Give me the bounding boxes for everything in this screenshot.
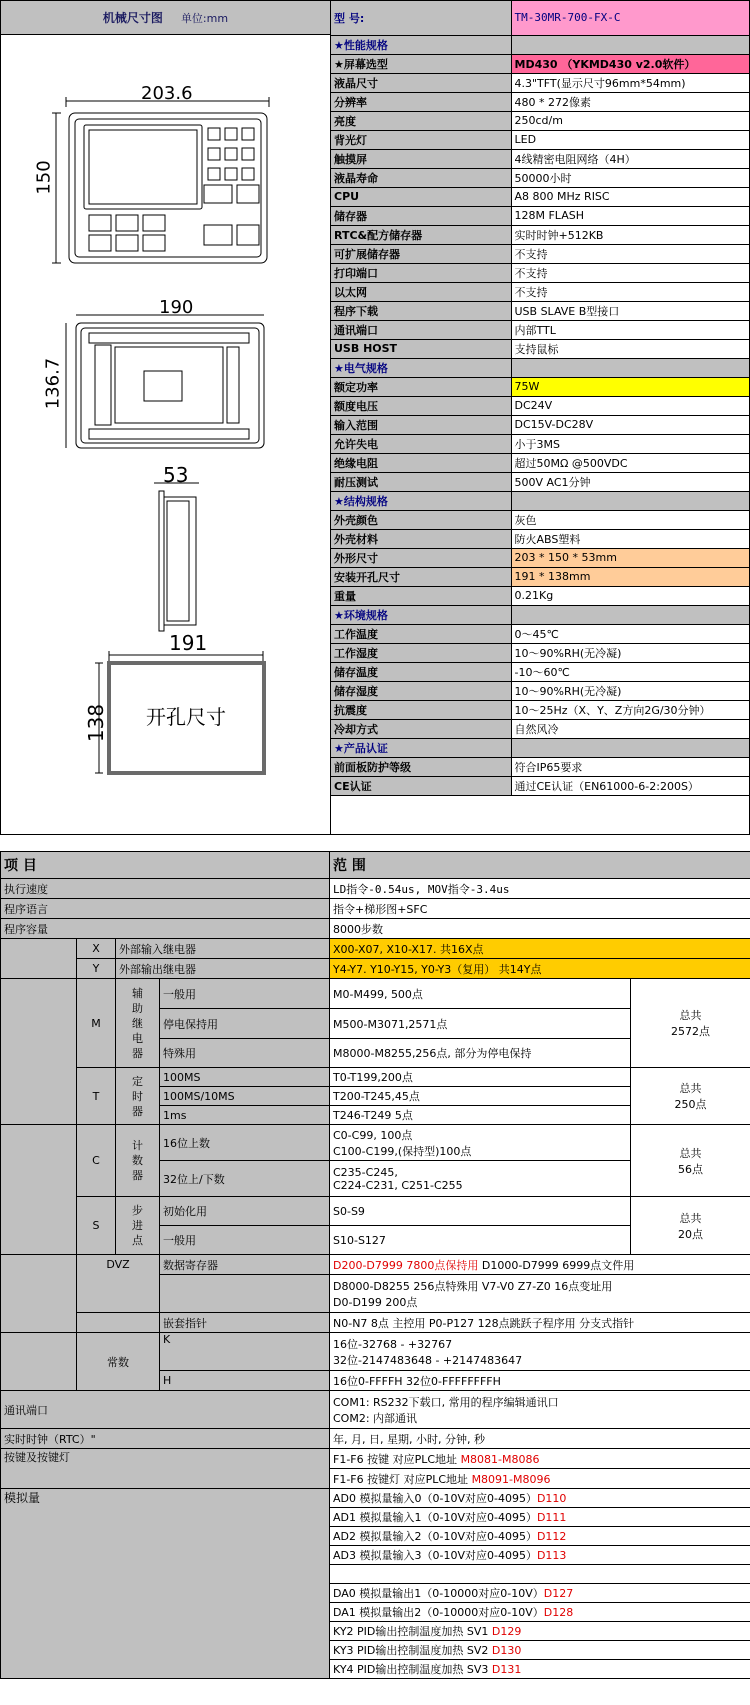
analog-register: D131 <box>491 1663 522 1676</box>
row-comm <box>1 1391 750 1429</box>
model-label: 型 号: <box>331 1 511 35</box>
mechanical-drawings <box>1 35 331 835</box>
spec-value: 支持鼠标 <box>511 339 749 358</box>
spec-row <box>331 320 749 339</box>
spec-value: 4.3"TFT(显示尺寸96mm*54mm) <box>511 73 749 92</box>
spec-row <box>331 301 749 320</box>
const-h-label: H <box>160 1371 330 1391</box>
spec-sheet <box>0 0 750 835</box>
t-category <box>116 1068 160 1125</box>
s-category <box>116 1197 160 1255</box>
keys-text: F1-F6 按键灯 对应PLC地址 <box>333 1472 472 1486</box>
spec-row-model <box>331 1 749 35</box>
row-exec-speed <box>1 879 750 899</box>
back-view <box>66 315 264 448</box>
dim-front-height: 150 <box>33 160 55 195</box>
spec-row <box>331 605 749 624</box>
keys-addr: M8091-M8096 <box>471 1472 551 1486</box>
text-line: 助 <box>132 1001 143 1015</box>
spec-value: 0～45℃ <box>511 624 749 643</box>
analog-text: KY3 PID输出控制温度加热 SV2 <box>333 1644 492 1657</box>
spec-value: 480 * 272像素 <box>511 92 749 111</box>
text-line: 2572点 <box>671 1025 710 1038</box>
text-line: 20点 <box>678 1227 703 1241</box>
spec-key: 储存温度 <box>331 662 511 681</box>
rtc-value: 年, 月, 日, 星期, 小时, 分钟, 秒 <box>330 1429 750 1449</box>
const-k-value <box>330 1333 750 1371</box>
c-value-line: C100-C199,(保持型)100点 <box>333 1144 472 1158</box>
c-category <box>116 1125 160 1197</box>
keys-value-2 <box>330 1469 750 1489</box>
spec-value: A8 800 MHz RISC <box>511 187 749 206</box>
spec-table <box>331 1 749 796</box>
dim-depth: 53 <box>163 463 189 487</box>
spec-row <box>331 453 749 472</box>
analog-value <box>330 1584 750 1603</box>
dvz-value-red: D200-D7999 7800点保持用 <box>333 1258 479 1272</box>
y-code: Y <box>77 959 116 979</box>
mt-group-cell <box>1 979 77 1125</box>
spec-value: 50000小时 <box>511 168 749 187</box>
spec-value: 防火ABS塑料 <box>511 529 749 548</box>
analog-value <box>330 1546 750 1565</box>
s-row-value: S10-S127 <box>330 1226 631 1255</box>
mech-title: 机械尺寸图 <box>102 11 163 25</box>
spec-value: 实时时钟+512KB <box>511 225 749 244</box>
spec-row <box>331 491 749 510</box>
t-row-label: 100MS/10MS <box>160 1087 330 1106</box>
m-row-label: 一般用 <box>160 979 330 1009</box>
front-view <box>52 97 269 263</box>
analog-value <box>330 1622 750 1641</box>
rtc-label: 实时时钟（RTC）" <box>1 1429 330 1449</box>
keys-text: F1-F6 按键 对应PLC地址 <box>333 1452 461 1466</box>
m-row-label: 停电保持用 <box>160 1009 330 1039</box>
spec-row <box>331 187 749 206</box>
c-value-line: C224-C231, C251-C255 <box>333 1178 463 1192</box>
spec-row <box>331 624 749 643</box>
analog-register: D128 <box>543 1606 574 1619</box>
m-total <box>631 979 750 1068</box>
spec-row <box>331 168 749 187</box>
spec-key: 额度电压 <box>331 396 511 415</box>
spec-key: 亮度 <box>331 111 511 130</box>
spec-value: USB SLAVE B型接口 <box>511 301 749 320</box>
text-line: 250点 <box>674 1098 707 1111</box>
analog-register: D129 <box>491 1625 522 1638</box>
spec-key: 冷却方式 <box>331 719 511 738</box>
spec-key: 外形尺寸 <box>331 548 511 567</box>
row-x <box>1 939 750 959</box>
spec-key: 绝缘电阻 <box>331 453 511 472</box>
spec-value: -10～60℃ <box>511 662 749 681</box>
analog-text: KY2 PID输出控制温度加热 SV1 <box>333 1625 492 1638</box>
spec-value: MD430 （YKMD430 v2.0软件） <box>511 54 749 73</box>
spec-row <box>331 567 749 586</box>
spec-row <box>331 396 749 415</box>
y-label: 外部输出继电器 <box>116 959 330 979</box>
row-rtc <box>1 1429 750 1449</box>
spec-key: 储存器 <box>331 206 511 225</box>
row-keys-1 <box>1 1449 750 1469</box>
spec-row <box>331 339 749 358</box>
text-line: 进 <box>132 1219 143 1232</box>
spec-key: 前面板防护等级 <box>331 757 511 776</box>
spec-row <box>331 776 749 795</box>
spec-value <box>511 35 749 54</box>
x-label: 外部输入继电器 <box>116 939 330 959</box>
x-value: X00-X07, X10-X17. 共16X点 <box>330 939 750 959</box>
header-range: 范 围 <box>330 852 750 879</box>
cs-group-cell <box>1 1125 77 1255</box>
analog-register: D127 <box>543 1587 574 1600</box>
t-row-value: T246-T249 5点 <box>330 1106 631 1125</box>
m-row-value: M0-M499, 500点 <box>330 979 631 1009</box>
spec-value: DC15V-DC28V <box>511 415 749 434</box>
analog-label: 模拟量 <box>1 1489 330 1679</box>
t-code: T <box>77 1068 116 1125</box>
row-y <box>1 959 750 979</box>
spec-value: 250cd/m <box>511 111 749 130</box>
spec-value: 灰色 <box>511 510 749 529</box>
spec-value <box>511 738 749 757</box>
nest-value: N0-N7 8点 主控用 P0-P127 128点跳跃子程序用 分支式指针 <box>330 1313 750 1333</box>
dvz-blank <box>160 1275 330 1313</box>
s-row-label: 一般用 <box>160 1226 330 1255</box>
analog-text: AD0 模拟量输入0（0-10V对应0-4095） <box>333 1492 537 1505</box>
exec-speed-label: 执行速度 <box>1 879 330 899</box>
analog-text: KY4 PID输出控制温度加热 SV3 <box>333 1663 492 1676</box>
spec-key: 额定功率 <box>331 377 511 396</box>
text-line: 定 <box>132 1074 143 1088</box>
spec-row <box>331 73 749 92</box>
m-row-value: M500-M3071,2571点 <box>330 1009 631 1039</box>
spec-key: 液晶尺寸 <box>331 73 511 92</box>
dvz-line: D8000-D8255 256点特殊用 V7-V0 Z7-Z0 16点变址用 <box>333 1279 613 1293</box>
c-row-value <box>330 1125 631 1161</box>
spec-value: 内部TTL <box>511 320 749 339</box>
dim-cutout-width: 191 <box>169 631 208 655</box>
analog-text: AD2 模拟量输入2（0-10V对应0-4095） <box>333 1530 537 1543</box>
spec-key: 通讯端口 <box>331 320 511 339</box>
prog-lang-value: 指令+梯形图+SFC <box>330 899 750 919</box>
spec-value: 自然风冷 <box>511 719 749 738</box>
row-dvz <box>1 1255 750 1275</box>
t-row-label: 1ms <box>160 1106 330 1125</box>
spec-row <box>331 643 749 662</box>
const-h-value: 16位0-FFFFH 32位0-FFFFFFFFH <box>330 1371 750 1391</box>
spec-value: 不支持 <box>511 244 749 263</box>
text-line: 时 <box>132 1089 143 1103</box>
spec-key: RTC&配方储存器 <box>331 225 511 244</box>
spec-key: ★屏幕选型 <box>331 54 511 73</box>
analog-register: D112 <box>536 1530 567 1543</box>
analog-value <box>330 1641 750 1660</box>
spec-row <box>331 548 749 567</box>
spec-key: 抗震度 <box>331 700 511 719</box>
text-line: 总共 <box>679 1146 702 1160</box>
analog-text: AD3 模拟量输入3（0-10V对应0-4095） <box>333 1549 537 1562</box>
analog-row <box>1 1489 750 1508</box>
spec-key: 可扩展储存器 <box>331 244 511 263</box>
spec-row <box>331 263 749 282</box>
const-k-label: K <box>160 1333 330 1371</box>
spec-value: DC24V <box>511 396 749 415</box>
function-table <box>0 851 750 1679</box>
text-line: 总共 <box>679 1009 702 1022</box>
spec-row <box>331 54 749 73</box>
text-line: 步 <box>132 1204 143 1217</box>
t-row-value: T200-T245,45点 <box>330 1087 631 1106</box>
x-code: X <box>77 939 116 959</box>
m-row-label: 特殊用 <box>160 1039 330 1068</box>
spec-value: 75W <box>511 377 749 396</box>
model-value: TM-30MR-700-FX-C <box>511 1 749 35</box>
s-row-value: S0-S9 <box>330 1197 631 1226</box>
spec-key: 触摸屏 <box>331 149 511 168</box>
spec-value: 超过50MΩ @500VDC <box>511 453 749 472</box>
analog-value <box>330 1527 750 1546</box>
nest-blank <box>77 1313 160 1333</box>
spec-key: ★电气规格 <box>331 358 511 377</box>
spec-row <box>331 92 749 111</box>
dvz-value <box>330 1255 750 1275</box>
dvz-value-2 <box>330 1275 750 1313</box>
spec-row <box>331 510 749 529</box>
spec-value: 10～90%RH(无冷凝) <box>511 643 749 662</box>
spec-row <box>331 681 749 700</box>
analog-value <box>330 1489 750 1508</box>
spec-value: 不支持 <box>511 263 749 282</box>
text-line: 56点 <box>678 1162 703 1176</box>
spec-key: 程序下载 <box>331 301 511 320</box>
spec-key: ★性能规格 <box>331 35 511 54</box>
text-line: 器 <box>132 1169 143 1182</box>
spec-row <box>331 35 749 54</box>
c-value-line: C235-C245, <box>333 1165 398 1179</box>
spec-key: CPU <box>331 187 511 206</box>
text-line: 计 <box>132 1139 143 1152</box>
text-line: 总共 <box>679 1082 702 1095</box>
text-line: 点 <box>132 1234 143 1247</box>
row-t-0 <box>1 1068 750 1087</box>
m-category <box>116 979 160 1068</box>
side-view <box>154 483 199 631</box>
spec-key: 工作湿度 <box>331 643 511 662</box>
spec-row <box>331 130 749 149</box>
spec-value: 191 * 138mm <box>511 567 749 586</box>
spec-row <box>331 111 749 130</box>
spec-value: LED <box>511 130 749 149</box>
row-nest <box>1 1313 750 1333</box>
m-row-value: M8000-M8255,256点, 部分为停电保持 <box>330 1039 631 1068</box>
spec-value: 128M FLASH <box>511 206 749 225</box>
spec-row <box>331 244 749 263</box>
const-group-cell <box>1 1333 77 1391</box>
s-row-label: 初始化用 <box>160 1197 330 1226</box>
spec-value <box>511 491 749 510</box>
exec-speed-value: LD指令-0.54us, MOV指令-3.4us <box>330 879 750 899</box>
analog-value <box>330 1603 750 1622</box>
spec-row <box>331 282 749 301</box>
header-item: 项 目 <box>1 852 330 879</box>
spec-value: 10～25Hz（X、Y、Z方向2G/30分钟） <box>511 700 749 719</box>
text-line: 器 <box>132 1104 143 1118</box>
spec-key: ★产品认证 <box>331 738 511 757</box>
spec-key: 打印端口 <box>331 263 511 282</box>
dvz-line: D0-D199 200点 <box>333 1295 418 1309</box>
comm-label: 通讯端口 <box>1 1391 330 1429</box>
spec-value: 10～90%RH(无冷凝) <box>511 681 749 700</box>
row-c-0 <box>1 1125 750 1161</box>
spec-key: CE认证 <box>331 776 511 795</box>
m-code: M <box>77 979 116 1068</box>
const-line: 16位-32768 - +32767 <box>333 1337 453 1351</box>
const-label: 常数 <box>77 1333 160 1391</box>
const-line: 32位-2147483648 - +2147483647 <box>333 1353 523 1367</box>
spec-value: 符合IP65要求 <box>511 757 749 776</box>
analog-value <box>330 1660 750 1679</box>
spec-value: 小于3MS <box>511 434 749 453</box>
spec-row <box>331 358 749 377</box>
spec-row <box>331 719 749 738</box>
spec-value: 不支持 <box>511 282 749 301</box>
spec-key: 外壳材料 <box>331 529 511 548</box>
dvz-label: 数据寄存器 <box>160 1255 330 1275</box>
spec-value <box>511 605 749 624</box>
t-row-label: 100MS <box>160 1068 330 1087</box>
spec-row <box>331 206 749 225</box>
spec-row <box>331 377 749 396</box>
spec-key: 背光灯 <box>331 130 511 149</box>
prog-cap-value: 8000步数 <box>330 919 750 939</box>
row-prog-lang <box>1 899 750 919</box>
spec-value <box>511 358 749 377</box>
spec-value: 0.21Kg <box>511 586 749 605</box>
spec-value: 500V AC1分钟 <box>511 472 749 491</box>
c-row-label: 32位上/下数 <box>160 1161 330 1197</box>
y-value: Y4-Y7. Y10-Y15, Y0-Y3（复用） 共14Y点 <box>330 959 750 979</box>
spec-row <box>331 434 749 453</box>
comm-line: COM2: 内部通讯 <box>333 1411 418 1425</box>
t-row-value: T0-T199,200点 <box>330 1068 631 1087</box>
nest-label: 嵌套指针 <box>160 1313 330 1333</box>
spec-key: 安装开孔尺寸 <box>331 567 511 586</box>
dvz-value-rest: D1000-D7999 6999点文件用 <box>478 1258 635 1272</box>
text-line: 数 <box>132 1154 143 1167</box>
spec-value: 4线精密电阻网络（4H） <box>511 149 749 168</box>
spec-row <box>331 149 749 168</box>
analog-text: AD1 模拟量输入1（0-10V对应0-4095） <box>333 1511 537 1524</box>
spec-key: 储存湿度 <box>331 681 511 700</box>
c-row-value <box>330 1161 631 1197</box>
dvz-group-cell <box>1 1255 77 1333</box>
spec-row <box>331 225 749 244</box>
spec-row <box>331 738 749 757</box>
c-total <box>631 1125 750 1197</box>
analog-value <box>330 1508 750 1527</box>
text-line: 总共 <box>679 1211 702 1225</box>
text-line: 电 <box>132 1031 143 1045</box>
mech-header <box>1 1 331 35</box>
analog-value <box>330 1565 750 1584</box>
spec-key: USB HOST <box>331 339 511 358</box>
row-const-k <box>1 1333 750 1371</box>
row-s-0 <box>1 1197 750 1226</box>
prog-cap-label: 程序容量 <box>1 919 330 939</box>
dim-back-height: 136.7 <box>42 357 64 410</box>
spec-key: 耐压测试 <box>331 472 511 491</box>
spec-row <box>331 415 749 434</box>
dim-front-width: 203.6 <box>141 83 193 104</box>
text-line: 辅 <box>132 986 143 1000</box>
c-value-line: C0-C99, 100点 <box>333 1128 413 1142</box>
dim-back-width: 190 <box>159 297 194 318</box>
spec-row <box>331 472 749 491</box>
spec-row <box>331 662 749 681</box>
spec-row <box>331 757 749 776</box>
spec-key: 液晶寿命 <box>331 168 511 187</box>
keys-addr: M8081-M8086 <box>460 1452 540 1466</box>
spec-key: ★环境规格 <box>331 605 511 624</box>
dim-cutout-height: 138 <box>84 703 109 743</box>
cutout-label: 开孔尺寸 <box>146 705 226 729</box>
dvz-code: DVZ <box>77 1255 160 1313</box>
c-row-label: 16位上数 <box>160 1125 330 1161</box>
spec-key: 重量 <box>331 586 511 605</box>
text-line: 继 <box>132 1016 143 1030</box>
keys-value-1 <box>330 1449 750 1469</box>
spec-row <box>331 700 749 719</box>
analog-text: DA1 模拟量输出2（0-10000对应0-10V） <box>333 1606 544 1619</box>
spec-key: 输入范围 <box>331 415 511 434</box>
analog-register: D111 <box>536 1511 567 1524</box>
analog-register: D113 <box>536 1549 567 1562</box>
keys-label: 按键及按键灯 <box>1 1449 330 1489</box>
comm-line: COM1: RS232下载口, 常用的程序编辑通讯口 <box>333 1395 559 1409</box>
spec-row <box>331 586 749 605</box>
c-code: C <box>77 1125 116 1197</box>
s-total <box>631 1197 750 1255</box>
row-prog-cap <box>1 919 750 939</box>
prog-lang-label: 程序语言 <box>1 899 330 919</box>
text-line: 器 <box>132 1046 143 1060</box>
spec-value: 203 * 150 * 53mm <box>511 548 749 567</box>
row-m-0 <box>1 979 750 1009</box>
t-total <box>631 1068 750 1125</box>
analog-text: DA0 模拟量输出1（0-10000对应0-10V） <box>333 1587 544 1600</box>
mech-unit: 单位:mm <box>180 11 229 25</box>
spec-key: 工作温度 <box>331 624 511 643</box>
s-code: S <box>77 1197 116 1255</box>
spec-key: 以太网 <box>331 282 511 301</box>
analog-register: D130 <box>491 1644 522 1657</box>
spec-key: 外壳颜色 <box>331 510 511 529</box>
spec-value: 通过CE认证（EN61000-6-2:200S） <box>511 776 749 795</box>
spec-row <box>331 529 749 548</box>
io-group-cell <box>1 939 77 979</box>
spec-key: 允许失电 <box>331 434 511 453</box>
analog-register: D110 <box>536 1492 567 1505</box>
comm-value <box>330 1391 750 1429</box>
spec-key: ★结构规格 <box>331 491 511 510</box>
spec-key: 分辨率 <box>331 92 511 111</box>
func-header <box>1 852 750 879</box>
